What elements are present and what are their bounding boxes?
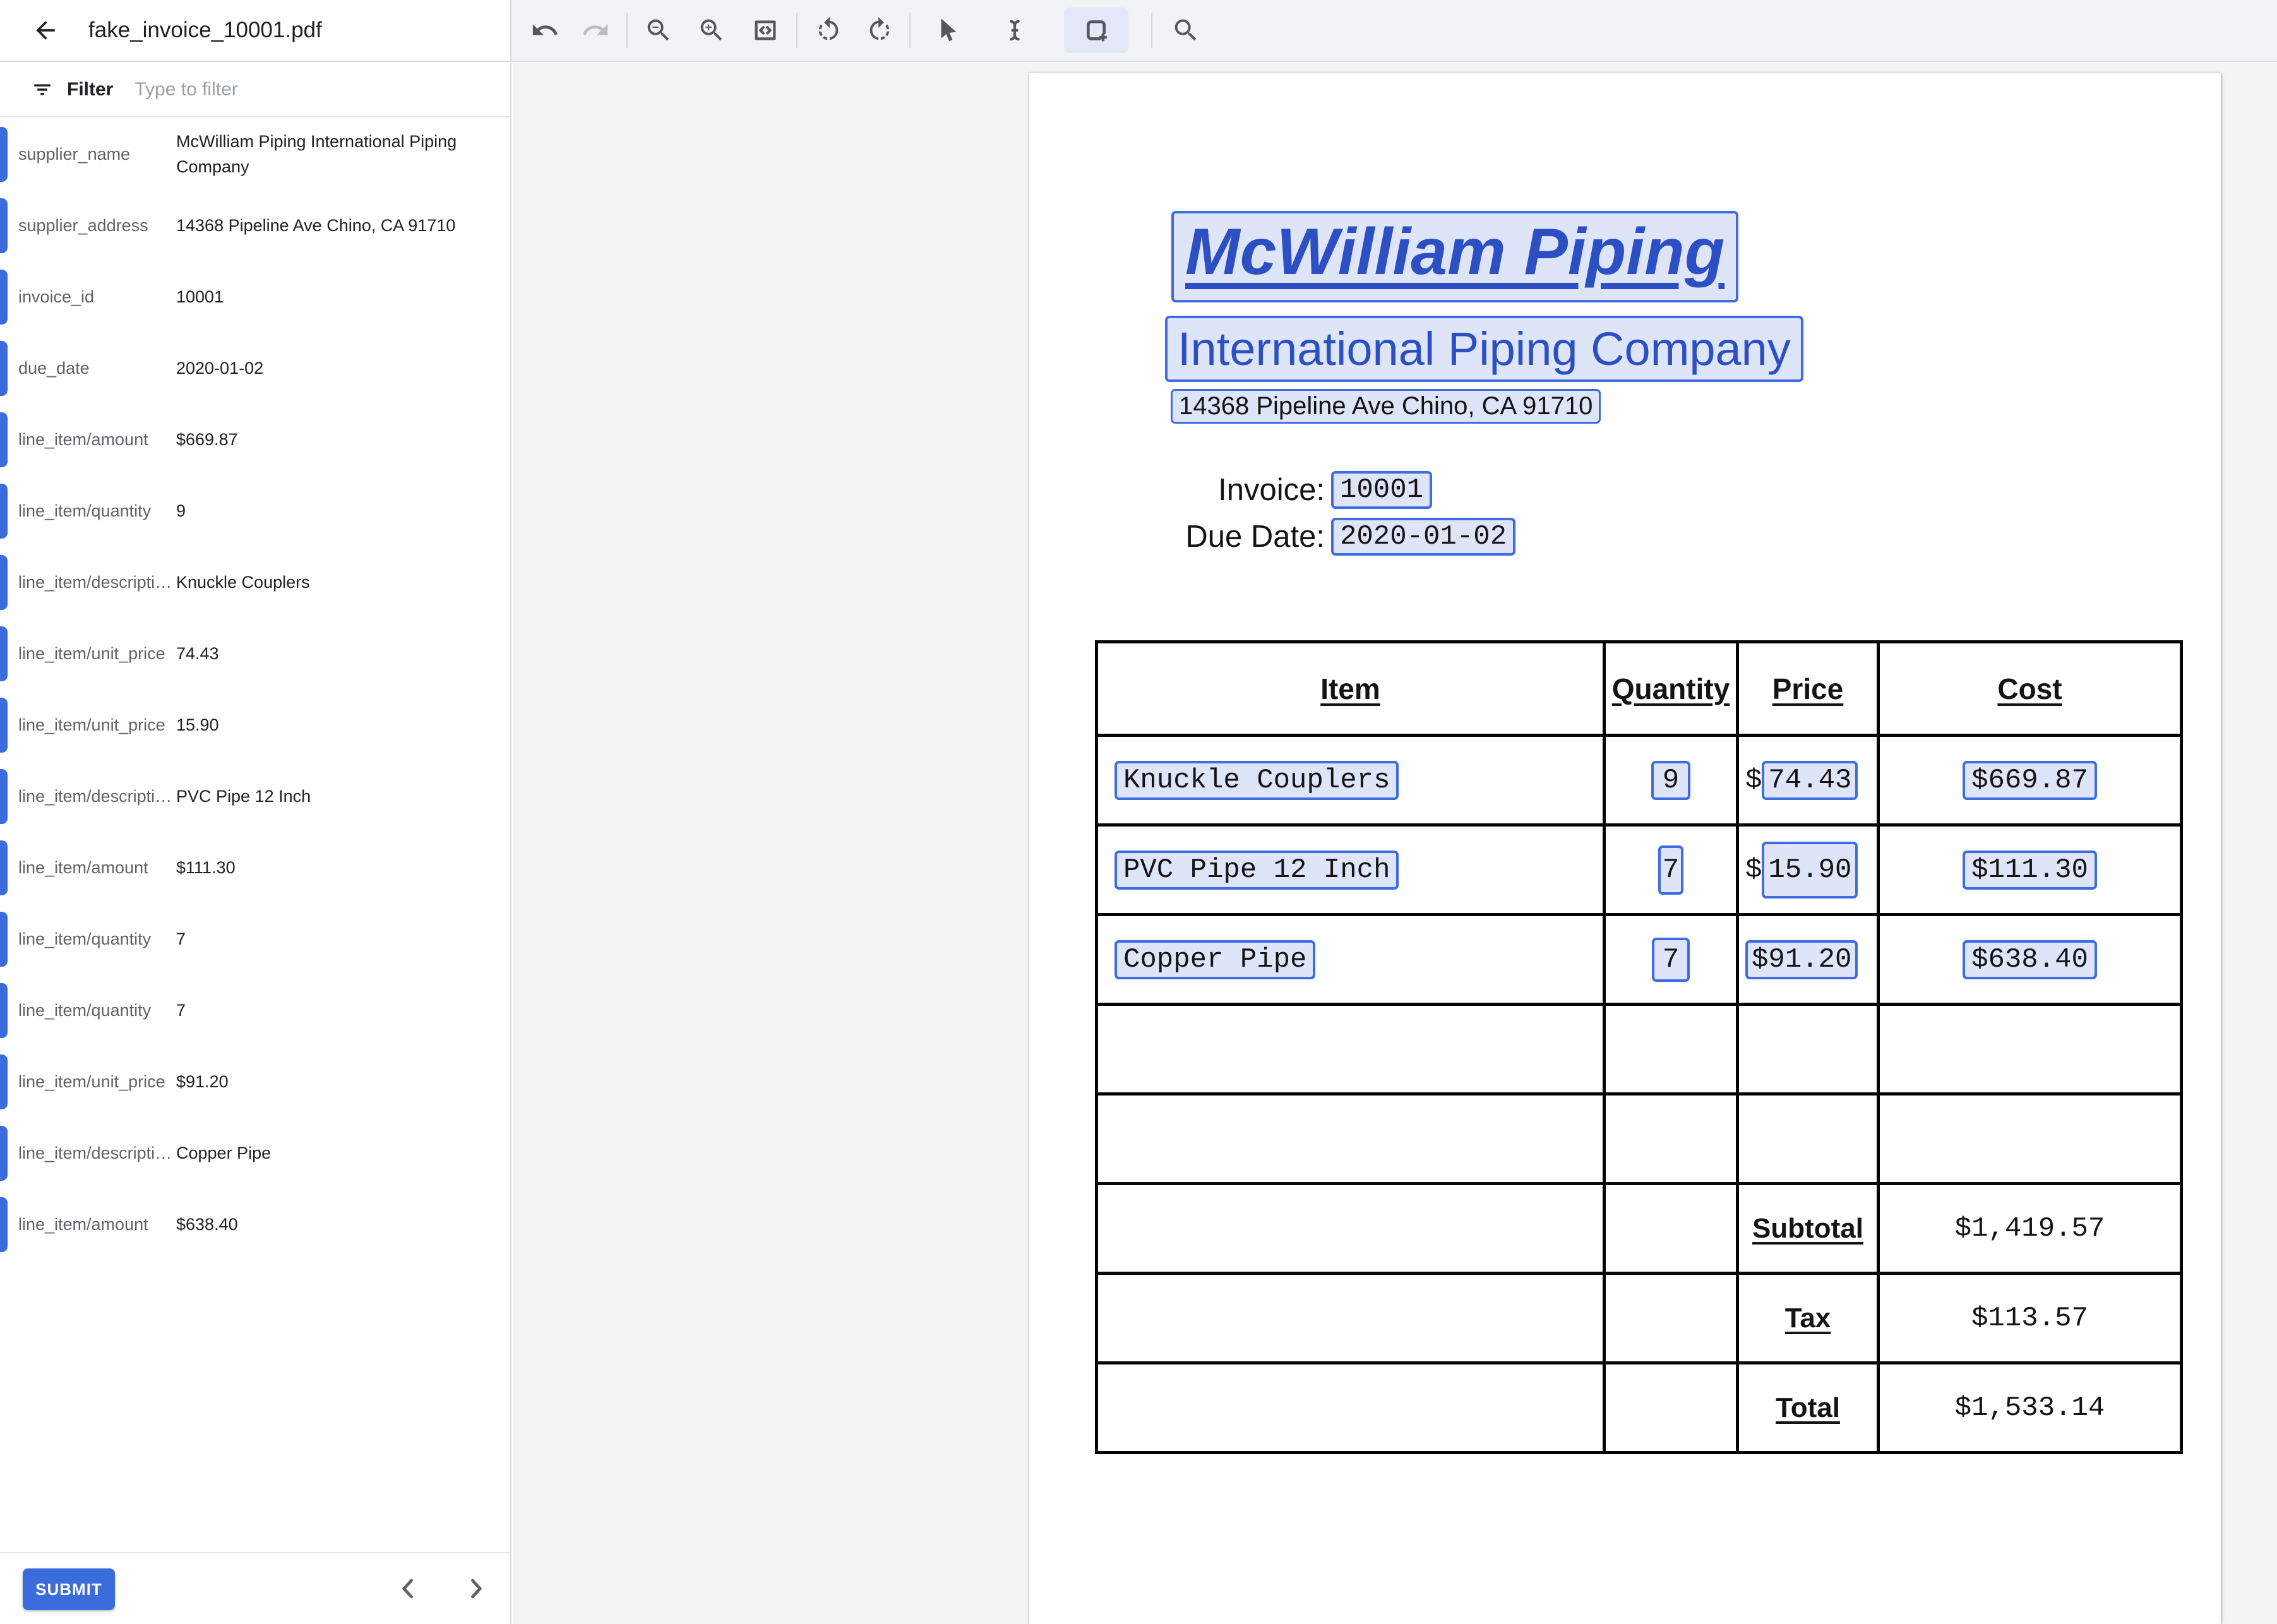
- field-accent-bar: [0, 555, 8, 610]
- top-bar: [0, 0, 2277, 62]
- toolbar-separator: [626, 13, 628, 48]
- field-accent-bar: [0, 341, 8, 396]
- table-row: [1097, 915, 2182, 1005]
- field-row-supplier-address[interactable]: [0, 190, 510, 261]
- field-value: PVC Pipe 12 Inch: [176, 786, 311, 806]
- field-accent-bar: [0, 198, 8, 253]
- undo-icon: [530, 16, 559, 45]
- tax-label: Tax: [1738, 1274, 1879, 1363]
- field-value: McWilliam Piping International Piping Company: [176, 132, 457, 176]
- field-value: $91.20: [176, 1072, 229, 1091]
- field-value: 9: [176, 501, 186, 520]
- field-row-invoice-id[interactable]: [0, 261, 510, 333]
- annotation-line-item-description[interactable]: Knuckle Couplers: [1115, 761, 1399, 800]
- field-label: due_date: [18, 359, 90, 378]
- field-value: $111.30: [176, 857, 236, 877]
- filter-icon: [32, 79, 53, 100]
- select-region-button[interactable]: [1064, 8, 1128, 53]
- submit-button[interactable]: SUBMIT: [23, 1568, 115, 1610]
- fit-to-width-button[interactable]: [751, 16, 780, 45]
- rotate-right-icon: [865, 16, 894, 45]
- select-text-button[interactable]: [1000, 16, 1029, 45]
- search-icon: [1171, 16, 1200, 45]
- toolbar-separator: [1151, 13, 1152, 48]
- field-value: $669.87: [176, 429, 238, 449]
- field-accent-bar: [0, 912, 8, 967]
- redo-icon: [581, 16, 610, 45]
- header-price: Price: [1738, 642, 1879, 736]
- back-button[interactable]: [28, 13, 63, 48]
- field-row-line-item-amount-3[interactable]: [0, 1189, 510, 1260]
- arrow-back-icon: [32, 16, 59, 44]
- field-row-line-item-unit-price-1[interactable]: [0, 618, 510, 690]
- chevron-right-icon: [462, 1575, 489, 1603]
- zoom-in-button[interactable]: [697, 16, 726, 45]
- annotation-line-item-amount[interactable]: $669.87: [1963, 761, 2097, 800]
- fit-to-width-icon: [751, 16, 780, 45]
- field-label: supplier_address: [18, 216, 148, 235]
- field-label: line_item/quantity: [18, 1001, 152, 1020]
- annotation-line-item-quantity[interactable]: 7: [1652, 938, 1690, 982]
- search-button[interactable]: [1171, 16, 1200, 45]
- field-label: supplier_name: [18, 145, 131, 164]
- field-value: 14368 Pipeline Ave Chino, CA 91710: [176, 215, 456, 235]
- chevron-left-icon: [395, 1575, 422, 1603]
- field-label: line_item/unit_price: [18, 644, 165, 663]
- zoom-out-button[interactable]: [644, 16, 673, 45]
- subtotal-value: $1,419.57: [1879, 1184, 2182, 1274]
- title-bar: [0, 0, 511, 61]
- field-row-due-date[interactable]: [0, 333, 510, 404]
- table-row: [1097, 825, 2182, 915]
- select-cursor-button[interactable]: [933, 16, 962, 45]
- annotation-line-item-amount[interactable]: $111.30: [1963, 851, 2097, 890]
- document-canvas: [513, 63, 2277, 1624]
- field-accent-bar: [0, 840, 8, 895]
- annotation-supplier-address[interactable]: [1171, 389, 1601, 424]
- total-label: Total: [1738, 1363, 1879, 1453]
- field-label: line_item/unit_price: [18, 1072, 165, 1091]
- tax-value: $113.57: [1879, 1274, 2182, 1363]
- table-row: [1097, 736, 2182, 825]
- field-value: 74.43: [176, 643, 219, 663]
- annotation-invoice-id[interactable]: 10001: [1331, 471, 1432, 509]
- table-empty-row: [1097, 1094, 2182, 1184]
- header-quantity: Quantity: [1605, 642, 1738, 736]
- annotation-line-item-quantity[interactable]: 9: [1651, 761, 1690, 800]
- filter-label: Filter: [67, 79, 114, 100]
- field-row-line-item-amount-2[interactable]: [0, 832, 510, 904]
- rotate-left-icon: [814, 16, 843, 45]
- annotation-supplier-name-title[interactable]: [1171, 211, 1738, 302]
- field-accent-bar: [0, 270, 8, 325]
- field-accent-bar: [0, 626, 8, 681]
- region-select-icon: [1082, 16, 1111, 45]
- field-row-line-item-description-2[interactable]: [0, 761, 510, 832]
- company-subtitle-text: International Piping Company: [1178, 323, 1791, 375]
- prev-page-button[interactable]: [393, 1573, 424, 1604]
- pdf-page[interactable]: [1029, 73, 2221, 1624]
- subtotal-label: Subtotal: [1738, 1184, 1879, 1274]
- field-row-supplier-name[interactable]: [0, 119, 510, 190]
- annotation-line-item-description[interactable]: Copper Pipe: [1115, 940, 1315, 979]
- filter-bar: [0, 63, 510, 117]
- field-label: line_item/descripti…: [18, 573, 172, 592]
- table-header-row: [1097, 642, 2182, 736]
- field-accent-bar: [0, 983, 8, 1038]
- cursor-icon: [933, 16, 962, 45]
- annotation-line-item-amount[interactable]: $638.40: [1963, 940, 2097, 979]
- table-empty-row: [1097, 1005, 2182, 1094]
- annotation-line-item-description[interactable]: PVC Pipe 12 Inch: [1115, 851, 1399, 890]
- document-filename: fake_invoice_10001.pdf: [88, 18, 322, 42]
- field-label: invoice_id: [18, 287, 95, 306]
- field-row-line-item-description-1[interactable]: [0, 547, 510, 618]
- field-label: line_item/unit_price: [18, 715, 165, 734]
- field-row-line-item-unit-price-3[interactable]: [0, 1046, 510, 1118]
- toolbar: [511, 0, 2277, 61]
- field-label: line_item/amount: [18, 858, 148, 877]
- invoice-meta: [1029, 471, 1515, 556]
- price-currency-prefix: $: [1745, 764, 1762, 796]
- field-value: 7: [176, 929, 186, 948]
- table-summary-row: [1097, 1363, 2182, 1453]
- field-row-line-item-quantity-1[interactable]: [0, 475, 510, 547]
- field-accent-bar: [0, 412, 8, 467]
- rotate-left-button[interactable]: [814, 16, 843, 45]
- zoom-out-icon: [644, 16, 673, 45]
- field-label: line_item/descripti…: [18, 1143, 172, 1162]
- toolbar-separator: [909, 13, 911, 48]
- field-label: line_item/descripti…: [18, 787, 172, 806]
- annotation-line-item-unit-price[interactable]: $91.20: [1745, 940, 1858, 979]
- sidebar-footer: [0, 1552, 510, 1624]
- next-page-button[interactable]: [460, 1573, 491, 1604]
- field-accent-bar: [0, 769, 8, 824]
- field-row-line-item-quantity-2[interactable]: [0, 904, 510, 975]
- due-date-label: Due Date:: [1185, 520, 1325, 554]
- annotation-line-item-unit-price[interactable]: 74.43: [1762, 761, 1858, 800]
- field-value: 10001: [176, 287, 224, 306]
- field-row-line-item-unit-price-2[interactable]: [0, 690, 510, 761]
- field-label: line_item/amount: [18, 1215, 148, 1234]
- field-accent-bar: [0, 1054, 8, 1109]
- field-value: 15.90: [176, 715, 219, 734]
- undo-button[interactable]: [530, 16, 559, 45]
- zoom-in-icon: [697, 16, 726, 45]
- field-accent-bar: [0, 1126, 8, 1181]
- table-summary-row: [1097, 1274, 2182, 1363]
- pager: [393, 1553, 491, 1624]
- rotate-right-button[interactable]: [865, 16, 894, 45]
- company-address-text: 14368 Pipeline Ave Chino, CA 91710: [1179, 392, 1593, 420]
- field-accent-bar: [0, 698, 8, 753]
- header-item: Item: [1097, 642, 1605, 736]
- annotation-line-item-quantity[interactable]: 7: [1658, 845, 1683, 895]
- field-value: $638.40: [176, 1214, 238, 1234]
- field-value: 7: [176, 1000, 186, 1020]
- field-row-line-item-amount-1[interactable]: [0, 404, 510, 475]
- field-accent-bar: [0, 1197, 8, 1252]
- table-summary-row: [1097, 1184, 2182, 1274]
- field-label: line_item/amount: [18, 430, 148, 449]
- field-label: line_item/quantity: [18, 501, 152, 520]
- text-select-icon: [1000, 16, 1029, 45]
- price-currency-prefix: $: [1745, 854, 1762, 886]
- redo-button[interactable]: [581, 16, 610, 45]
- field-row-line-item-description-3[interactable]: [0, 1118, 510, 1189]
- invoice-label: Invoice:: [1218, 473, 1325, 507]
- annotation-due-date[interactable]: 2020-01-02: [1331, 518, 1515, 556]
- toolbar-separator: [796, 13, 798, 48]
- total-value: $1,533.14: [1879, 1363, 2182, 1453]
- field-value: Knuckle Couplers: [176, 572, 310, 592]
- field-value: 2020-01-02: [176, 358, 264, 378]
- fields-sidebar: [0, 63, 511, 1624]
- field-list: [0, 119, 510, 1552]
- field-accent-bar: [0, 127, 8, 182]
- invoice-table: [1095, 640, 2183, 1454]
- field-row-line-item-quantity-3[interactable]: [0, 975, 510, 1046]
- annotation-supplier-name-subtitle[interactable]: [1165, 316, 1803, 382]
- field-value: Copper Pipe: [176, 1143, 272, 1162]
- field-accent-bar: [0, 484, 8, 539]
- company-title-text: McWilliam Piping: [1185, 215, 1725, 289]
- filter-input[interactable]: [134, 79, 412, 100]
- annotation-line-item-unit-price[interactable]: 15.90: [1762, 842, 1858, 899]
- field-label: line_item/quantity: [18, 929, 152, 948]
- header-cost: Cost: [1879, 642, 2182, 736]
